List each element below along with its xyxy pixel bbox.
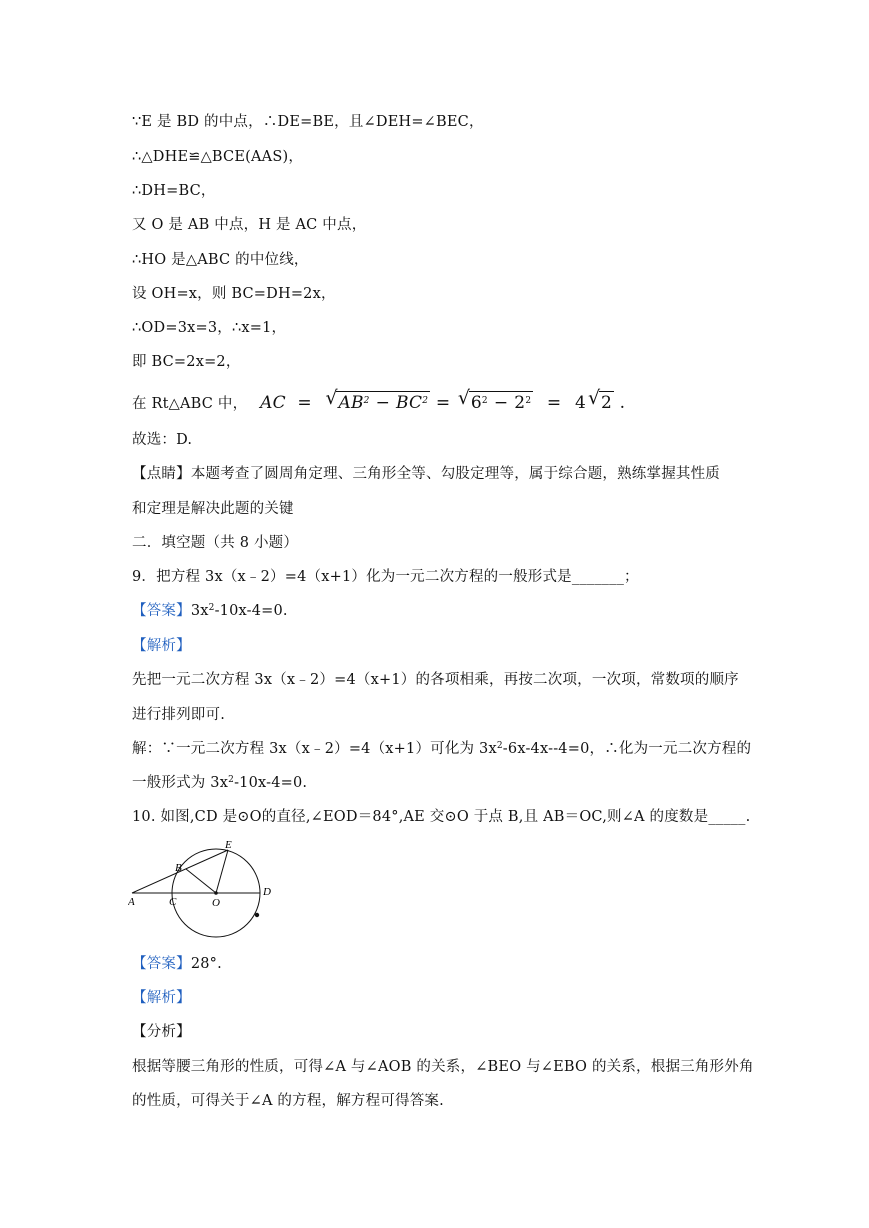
- question-10: 10. 如图,CD 是⊙O的直径,∠EOD＝84°,AE 交⊙O 于点 B,且 AB＝OC,则∠A 的度数是_____.: [132, 809, 751, 825]
- text-line: 先把一元二次方程 3x（x﹣2）=4（x+1）的各项相乘，再按二次项，一次项，常数项的顺序: [132, 672, 739, 688]
- geometry-figure: [128, 838, 278, 940]
- text-line: 一般形式为 $3x^2-10x-4=0$.: [132, 775, 308, 791]
- text-line: 又 O 是 AB 中点，H 是 AC 中点，: [132, 217, 367, 233]
- segment-oe: [216, 850, 228, 893]
- point-dot: [255, 913, 259, 917]
- answer-tag: 【答案】: [132, 603, 191, 619]
- sqrt-1: √ $AB^2 - BC^2$: [325, 387, 429, 413]
- text-line: 和定理是解决此题的关键: [132, 501, 294, 517]
- section-heading: 二．填空题（共 8 小题）: [132, 535, 299, 551]
- text-line: 根据等腰三角形的性质，可得∠A 与∠AOB 的关系，∠BEO 与∠EBO 的关系，根据三角形外角: [132, 1059, 754, 1075]
- formula-prefix: 在 Rt△ABC 中，: [132, 396, 248, 412]
- sqrt-3: √ 2: [587, 387, 612, 413]
- jiexi-tag: 【解析】: [132, 638, 191, 654]
- text-line: 即 BC=2x=2，: [132, 354, 241, 370]
- label-c: C: [169, 896, 177, 908]
- dianjing-tag: 【点睛】: [132, 466, 191, 482]
- answer-line: 【答案】28°.: [132, 956, 222, 972]
- text-line: 设 OH=x，则 BC=DH=2x，: [132, 286, 336, 302]
- text-line: 进行排列即可.: [132, 707, 226, 723]
- text-line: 的性质，可得关于∠A 的方程，解方程可得答案.: [132, 1093, 444, 1109]
- formula: AC = √ $AB^2 - BC^2$ = √ $6^2 - 2^2 = 4$ √ 2 .: [260, 387, 626, 413]
- label-e: E: [225, 839, 232, 851]
- formula-line: [132, 387, 626, 414]
- jiexi-tag: 【解析】: [132, 990, 191, 1006]
- text-line: 故选：D.: [132, 432, 193, 448]
- text-line: ∴HO 是△ABC 的中位线，: [132, 252, 309, 268]
- label-o: O: [212, 897, 220, 909]
- label-d: D: [263, 886, 271, 898]
- text-line: ∵E 是 BD 的中点，∴DE=BE，且∠DEH=∠BEC，: [132, 114, 484, 130]
- sqrt-2: √ $6^2 - 2^2$: [457, 387, 532, 413]
- segment-ob: [186, 869, 216, 893]
- text-line: 【点睛】本题考查了圆周角定理、三角形全等、勾股定理等，属于综合题，熟练掌握其性质: [132, 466, 721, 482]
- text-line: ∴△DHE≌△BCE(AAS)，: [132, 149, 304, 165]
- answer-line: 【答案】$3x^2-10x-4=0$.: [132, 603, 288, 619]
- text-line: ∴OD=3x=3，∴x=1，: [132, 320, 287, 336]
- point-o: [214, 891, 218, 895]
- text-line: ∴DH=BC，: [132, 183, 216, 199]
- label-a: A: [128, 896, 135, 908]
- question-9: 9．把方程 3x（x﹣2）=4（x+1）化为一元二次方程的一般形式是_______；: [132, 569, 639, 585]
- text-line: 解：∵一元二次方程 3x（x﹣2）=4（x+1）可化为 $3x^2-6x-4x--4=0$，∴化为一元二次方程的: [132, 741, 752, 757]
- label-b: B: [175, 862, 182, 874]
- answer-tag: 【答案】: [132, 956, 191, 972]
- fenxi-tag: 【分析】: [132, 1024, 191, 1040]
